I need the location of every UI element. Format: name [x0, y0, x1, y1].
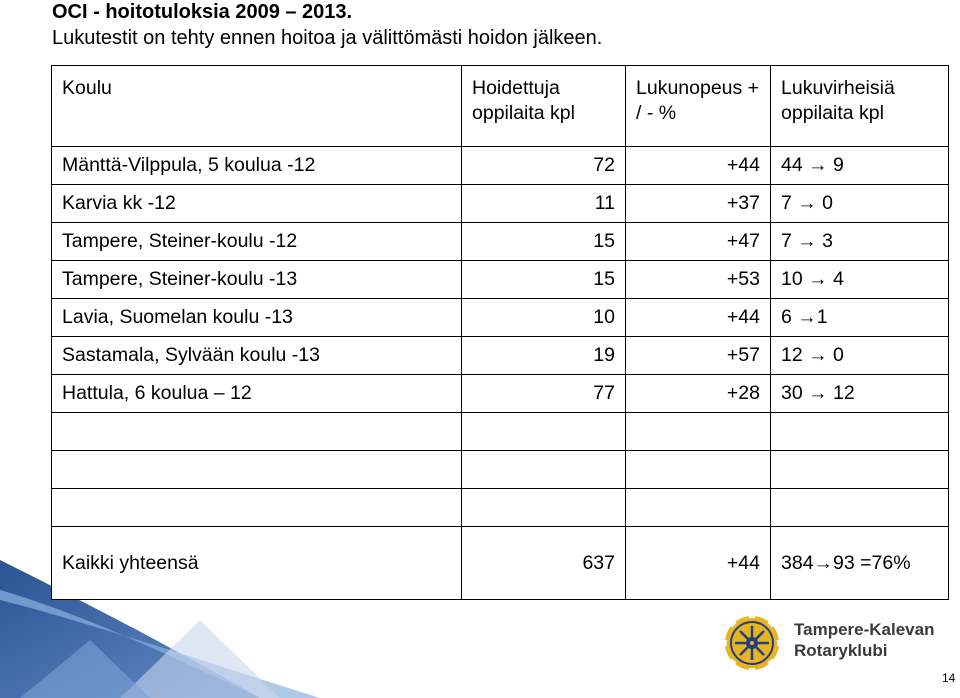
cell-errors: 6 →1	[771, 299, 949, 337]
cell-speed: +53	[626, 261, 771, 299]
total-row	[52, 527, 949, 600]
cell-school: Tampere, Steiner-koulu -12	[52, 223, 462, 261]
empty-row	[52, 413, 949, 451]
cell-students: 15	[462, 261, 626, 299]
cell-speed: +37	[626, 185, 771, 223]
table-row	[52, 185, 949, 223]
table-row	[52, 375, 949, 413]
cell-speed: +28	[626, 375, 771, 413]
cell-students: 72	[462, 147, 626, 185]
cell-students: 10	[462, 299, 626, 337]
cell-speed: +57	[626, 337, 771, 375]
cell-students: 15	[462, 223, 626, 261]
table-row	[52, 147, 949, 185]
header-speed: Lukunopeus + / - %	[626, 66, 771, 147]
header-school: Koulu	[52, 66, 462, 147]
table-row	[52, 299, 949, 337]
cell-errors: 10 → 4	[771, 261, 949, 299]
cell-students: 11	[462, 185, 626, 223]
cell-speed: +47	[626, 223, 771, 261]
table-row	[52, 261, 949, 299]
logo-text	[794, 619, 934, 661]
cell-errors: 12 → 0	[771, 337, 949, 375]
logo-line1: Tampere-Kalevan	[794, 620, 935, 639]
cell-school: Karvia kk -12	[52, 185, 462, 223]
total-label: Kaikki yhteensä	[52, 527, 462, 600]
cell-students: 19	[462, 337, 626, 375]
cell-speed: +44	[626, 147, 771, 185]
empty-row	[52, 451, 949, 489]
cell-errors: 7 → 3	[771, 223, 949, 261]
cell-school: Tampere, Steiner-koulu -13	[52, 261, 462, 299]
total-speed: +44	[626, 527, 771, 600]
total-errors: 384→93 =76%	[771, 527, 949, 600]
slide-title: OCI - hoitotuloksia 2009 – 2013.	[52, 1, 353, 23]
table-row	[52, 337, 949, 375]
empty-row	[52, 489, 949, 527]
cell-errors: 7 → 0	[771, 185, 949, 223]
cell-school: Mänttä-Vilppula, 5 koulua -12	[52, 147, 462, 185]
table-row	[52, 223, 949, 261]
slide-subtitle: Lukutestit on tehty ennen hoitoa ja välittömästi hoidon jälkeen.	[52, 27, 603, 49]
cell-school: Sastamala, Sylvään koulu -13	[52, 337, 462, 375]
cell-school: Hattula, 6 koulua – 12	[52, 375, 462, 413]
logo-line2: Rotaryklubi	[794, 641, 888, 660]
total-students: 637	[462, 527, 626, 600]
cell-speed: +44	[626, 299, 771, 337]
cell-errors: 44 → 9	[771, 147, 949, 185]
rotary-wheel-icon	[718, 612, 788, 674]
header-errors: Lukuvirheisiä oppilaita kpl	[771, 66, 949, 147]
table-header-row	[52, 66, 949, 147]
header-students: Hoidettuja oppilaita kpl	[462, 66, 626, 147]
results-table	[51, 65, 949, 600]
page-number: 14	[942, 671, 956, 685]
cell-errors: 30 → 12	[771, 375, 949, 413]
cell-students: 77	[462, 375, 626, 413]
cell-school: Lavia, Suomelan koulu -13	[52, 299, 462, 337]
